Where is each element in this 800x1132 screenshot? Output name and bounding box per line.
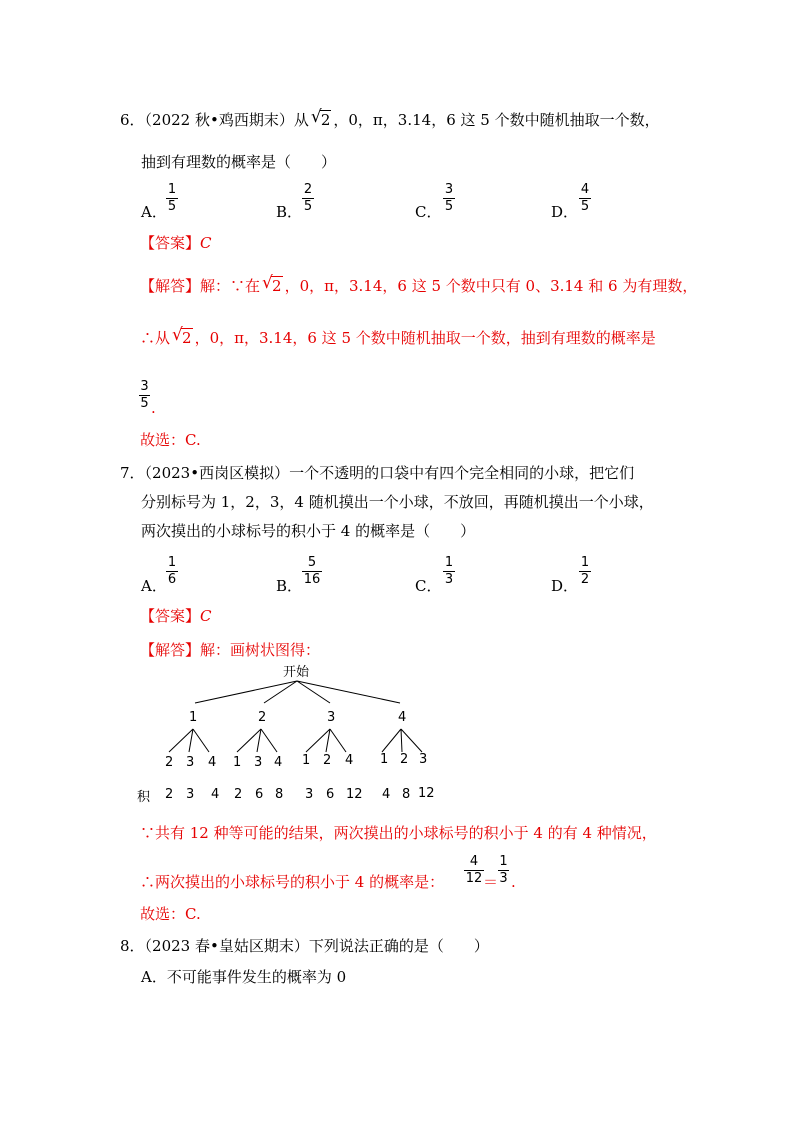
fraction-numerator: 1 — [167, 182, 177, 197]
q6-option-d-letter: D． — [551, 203, 579, 221]
tree-product: 3 — [186, 787, 195, 802]
fraction-denominator: 3 — [499, 871, 508, 886]
q6-solution-text-b: ，0，π，3.14，6 这 5 个数中只有 0、3.14 和 6 为有理数， — [284, 277, 698, 295]
tree-second-node: 2 — [323, 753, 332, 768]
sqrt-symbol: √ 2 — [262, 273, 282, 295]
fraction-denominator: 3 — [444, 572, 454, 587]
q6-option-a-letter: A． — [141, 203, 167, 221]
fraction-denominator: 5 — [580, 199, 590, 214]
fraction-numerator: 3 — [140, 379, 149, 394]
tree-product: 2 — [165, 787, 174, 802]
sqrt-value: 2 — [320, 111, 331, 129]
tree-product: 8 — [275, 787, 284, 802]
q7-solution-fraction-1 — [464, 855, 484, 886]
choose-value: C — [185, 431, 196, 449]
tree-second-node: 1 — [380, 752, 389, 767]
q6-solution-period: . — [151, 399, 156, 417]
q6-option-c-fraction — [443, 183, 455, 214]
q7-option-a-letter: A． — [141, 577, 167, 595]
q6-answer — [140, 233, 212, 253]
tree-second-node: 2 — [165, 755, 174, 770]
q6-option-a-fraction — [166, 183, 178, 214]
q7-solution-line3 — [140, 872, 444, 892]
q7-answer — [140, 606, 212, 626]
fraction-numerator: 2 — [303, 182, 313, 197]
q7-option-b-letter: B． — [276, 577, 303, 595]
tree-second-node: 3 — [186, 755, 195, 770]
fraction-numerator: 5 — [307, 555, 317, 570]
q8-option-a: A．不可能事件发生的概率为 0 — [141, 968, 347, 986]
q6-option-d-fraction — [579, 183, 591, 214]
tree-second-node: 4 — [274, 755, 283, 770]
sqrt-symbol: √ 2 — [310, 107, 331, 129]
q6-option-b-fraction — [302, 183, 314, 214]
sqrt-value: 2 — [182, 329, 192, 347]
q6-solution-text-c: ∴从 — [140, 329, 171, 347]
tree-product: 2 — [234, 787, 243, 802]
q6-stem-line1 — [120, 107, 660, 130]
fraction-denominator: 16 — [303, 572, 321, 587]
tree-first-node: 3 — [327, 710, 336, 725]
answer-value: C — [200, 234, 212, 252]
choose-label: 故选： — [140, 905, 186, 923]
fraction-numerator: 1 — [580, 555, 590, 570]
q7-option-b-fraction — [302, 556, 322, 587]
tree-product: 12 — [346, 787, 363, 802]
fraction-denominator: 12 — [465, 871, 483, 886]
answer-value: C — [200, 607, 212, 625]
tree-first-node: 2 — [258, 710, 267, 725]
answer-label: 【答案】 — [140, 607, 201, 625]
q6-choose — [140, 430, 201, 450]
fraction-denominator: 5 — [140, 396, 149, 411]
tree-product: 4 — [211, 787, 220, 802]
tree-root-label: 开始 — [283, 665, 310, 680]
q7-option-c-fraction — [443, 556, 455, 587]
choose-value: C — [185, 905, 196, 923]
tree-product: 6 — [255, 787, 264, 802]
q7-solution-period: . — [511, 873, 516, 891]
q7-choose — [140, 904, 201, 924]
q7-stem-line2: 分别标号为 1，2，3，4 随机摸出一个小球，不放回，再随机摸出一个小球， — [141, 493, 654, 511]
tree-second-node: 1 — [302, 753, 311, 768]
solution-label: 【解答】 — [140, 641, 201, 659]
choose-tail: . — [195, 431, 201, 449]
tree-second-node: 1 — [233, 755, 242, 770]
tree-second-node: 2 — [400, 752, 409, 767]
q8-stem: 8．（2023 春•皇姑区期末）下列说法正确的是（ ） — [120, 937, 489, 955]
q6-solution-fraction — [139, 380, 150, 411]
q6-solution-line2 — [140, 325, 656, 348]
answer-label: 【答案】 — [140, 234, 201, 252]
choose-tail: . — [195, 905, 201, 923]
tree-product: 3 — [305, 787, 314, 802]
q6-option-c-letter: C． — [415, 203, 442, 221]
q7-solution-fraction-2 — [498, 855, 509, 886]
tree-second-node: 3 — [254, 755, 263, 770]
fraction-denominator: 6 — [167, 572, 177, 587]
fraction-numerator: 4 — [580, 182, 590, 197]
tree-second-node: 4 — [208, 755, 217, 770]
fraction-denominator: 5 — [303, 199, 313, 214]
fraction-numerator: 1 — [444, 555, 454, 570]
tree-second-node: 4 — [345, 753, 354, 768]
fraction-numerator: 1 — [167, 555, 177, 570]
sqrt-symbol: √ 2 — [172, 325, 192, 347]
q7-solution-text-b: ∴两次摸出的小球标号的积小于 4 的概率是： — [140, 873, 445, 891]
q7-option-d-letter: D． — [551, 577, 579, 595]
choose-label: 故选： — [140, 431, 186, 449]
q6-stem-text-b: ，0，π，3.14，6 这 5 个数中随机抽取一个数， — [333, 111, 660, 129]
tree-product: 4 — [382, 787, 391, 802]
q7-option-a-fraction — [166, 556, 178, 587]
q7-solution-text: 解：画树状图得： — [200, 641, 321, 659]
q7-stem-line3: 两次摸出的小球标号的积小于 4 的概率是（ ） — [141, 522, 476, 540]
tree-second-node: 3 — [419, 752, 428, 767]
q7-solution-equals: ＝ — [483, 873, 499, 891]
fraction-numerator: 4 — [469, 854, 479, 869]
tree-first-node: 4 — [398, 710, 407, 725]
fraction-numerator: 1 — [499, 854, 508, 869]
q6-option-b-letter: B． — [276, 203, 303, 221]
sqrt-value: 2 — [272, 277, 282, 295]
fraction-denominator: 5 — [167, 199, 177, 214]
q7-option-d-fraction — [579, 556, 591, 587]
fraction-denominator: 2 — [580, 572, 590, 587]
fraction-denominator: 5 — [444, 199, 454, 214]
tree-product: 12 — [418, 786, 435, 801]
fraction-numerator: 3 — [444, 182, 454, 197]
q7-solution-line2: ∵共有 12 种等可能的结果，两次摸出的小球标号的积小于 4 的有 4 种情况， — [140, 824, 657, 842]
tree-product: 8 — [402, 787, 411, 802]
q7-option-c-letter: C． — [415, 577, 442, 595]
tree-product-label: 积 — [137, 790, 151, 805]
q7-solution-line1 — [140, 640, 320, 660]
solution-label: 【解答】 — [140, 277, 201, 295]
q6-stem-text-a: 6．（2022 秋•鸡西期末）从 — [120, 111, 309, 129]
q6-solution-text-d: ，0，π，3.14，6 这 5 个数中随机抽取一个数，抽到有理数的概率是 — [194, 329, 656, 347]
q6-solution-text-a: 解：∵在 — [200, 277, 261, 295]
q7-stem-line1: 7．（2023•西岗区模拟）一个不透明的口袋中有四个完全相同的小球，把它们 — [120, 464, 635, 482]
q6-solution-line1 — [140, 273, 698, 296]
q6-stem-line2: 抽到有理数的概率是（ ） — [141, 153, 337, 171]
tree-first-node: 1 — [189, 710, 198, 725]
tree-product: 6 — [326, 787, 335, 802]
tree-diagram — [0, 660, 800, 830]
